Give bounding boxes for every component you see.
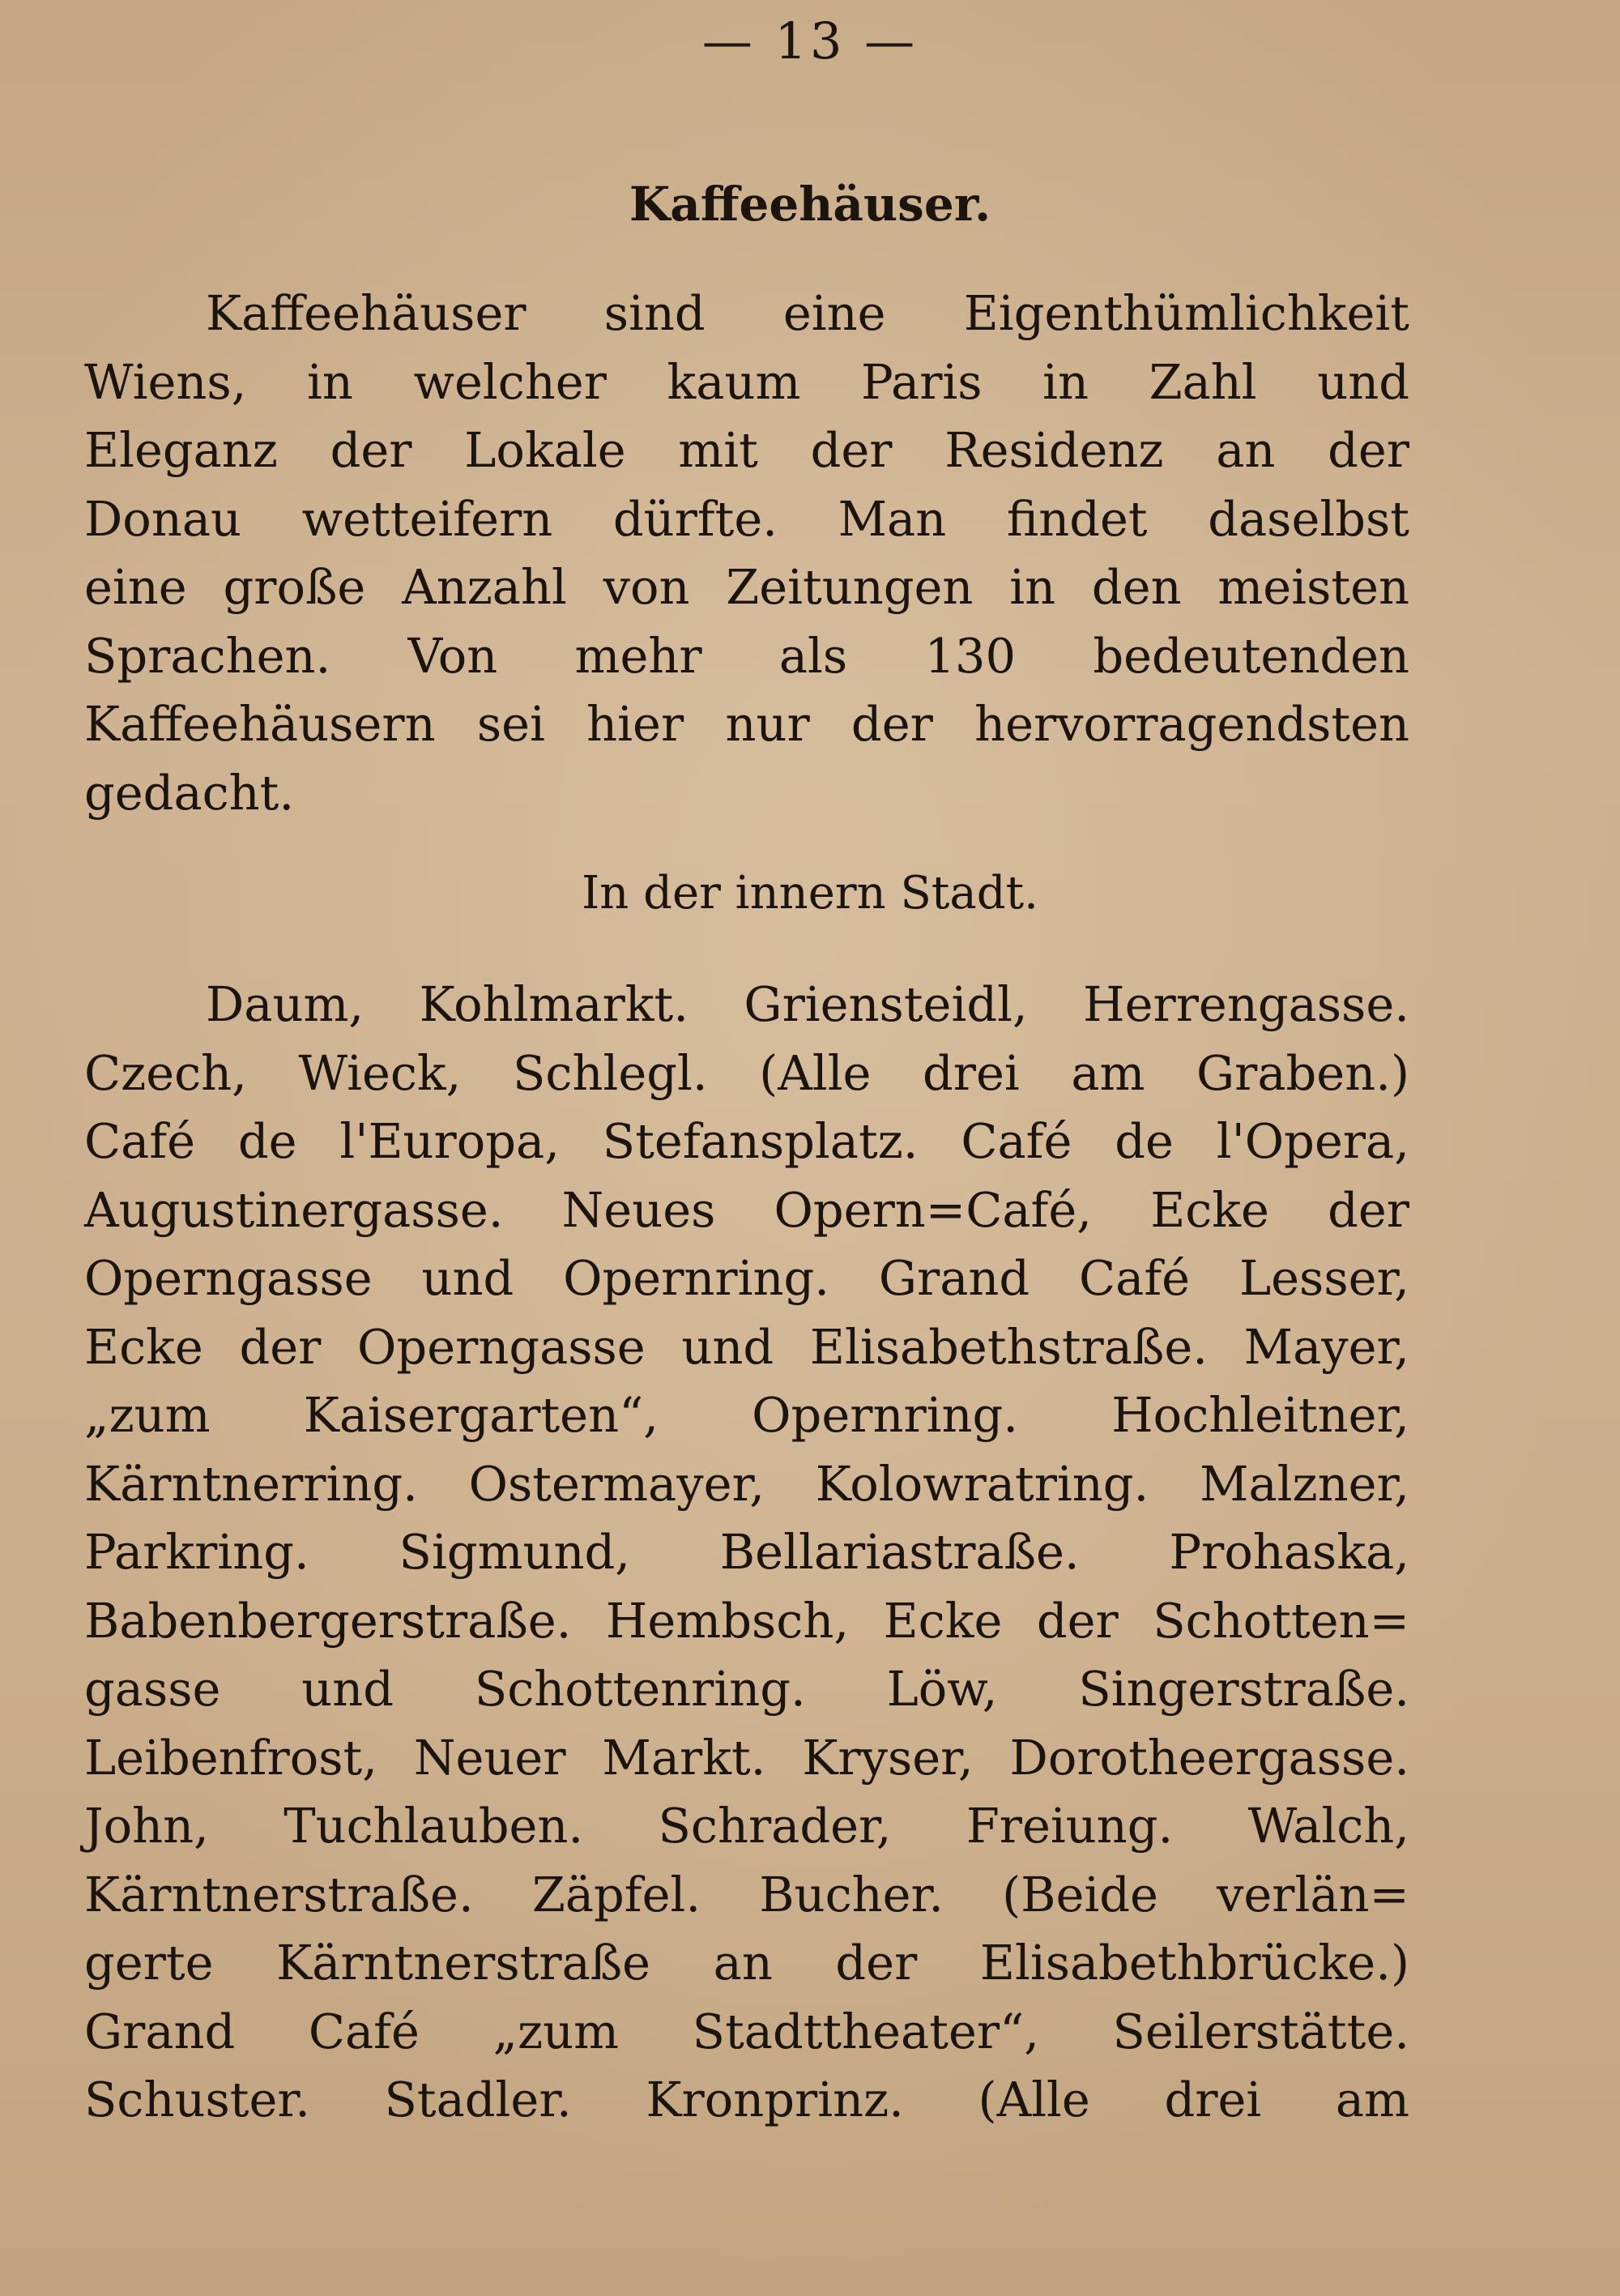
text-line: Kaffeehäuser sind eine Eigenthümlichkeit — [206, 285, 1409, 341]
text-line: Daum, Kohlmarkt. Griensteidl, Herrengasse. — [206, 976, 1409, 1032]
text-line: Schuster. Stadler. Kronprinz. (Alle drei am — [84, 2072, 1409, 2127]
text-line: Augustinergasse. Neues Opern=Café, Ecke der — [84, 1181, 1409, 1238]
cafe-list-paragraph — [84, 971, 1409, 2135]
text-line: gedacht. — [84, 764, 295, 821]
text-line: gerte Kärntnerstraße an der Elisabethbrücke.) — [84, 1935, 1409, 1991]
subsection-heading: In der innern Stadt. — [582, 867, 1038, 920]
text-line: Babenbergerstraße. Hembsch, Ecke der Schotten= — [84, 1592, 1409, 1649]
text-line: „zum Kaisergarten“, Opernring. Hochleitner, — [84, 1387, 1409, 1443]
intro-paragraph — [84, 280, 1409, 827]
text-line: Kärntnerring. Ostermayer, Kolowratring. Malzner, — [84, 1455, 1409, 1512]
text-line: Kärntnerstraße. Zäpfel. Bucher. (Beide verlän= — [84, 1866, 1409, 1923]
text-line: Wiens, in welcher kaum Paris in Zahl und — [84, 353, 1409, 410]
text-line: Donau wetteifern dürfte. Man findet daselbst — [84, 490, 1409, 547]
text-line: Sprachen. Von mehr als 130 bedeutenden — [84, 627, 1409, 684]
text-line: Operngasse und Opernring. Grand Café Lesser, — [84, 1250, 1409, 1306]
text-line: Parkring. Sigmund, Bellariastraße. Prohaska, — [84, 1524, 1409, 1580]
text-line: Café de l'Europa, Stefansplatz. Café de l'Opera, — [84, 1113, 1409, 1169]
text-line: Grand Café „zum Stadttheater“, Seilerstätte. — [84, 2003, 1409, 2059]
text-line: John, Tuchlauben. Schrader, Freiung. Walch, — [84, 1798, 1409, 1854]
page-number: — 13 — — [701, 11, 919, 70]
text-line: gasse und Schottenring. Löw, Singerstraße. — [84, 1661, 1409, 1717]
text-line: eine große Anzahl von Zeitungen in den meisten — [84, 559, 1409, 615]
text-line: Czech, Wieck, Schlegl. (Alle drei am Graben.) — [84, 1044, 1409, 1101]
text-line: Leibenfrost, Neuer Markt. Kryser, Dorotheergasse. — [84, 1729, 1409, 1786]
text-line: Ecke der Operngasse und Elisabethstraße. Mayer, — [84, 1318, 1409, 1375]
text-line: Eleganz der Lokale mit der Residenz an der — [84, 422, 1409, 478]
text-line: Kaffeehäusern sei hier nur der hervorragendsten — [84, 696, 1409, 752]
section-heading: Kaffeehäuser. — [629, 177, 991, 232]
